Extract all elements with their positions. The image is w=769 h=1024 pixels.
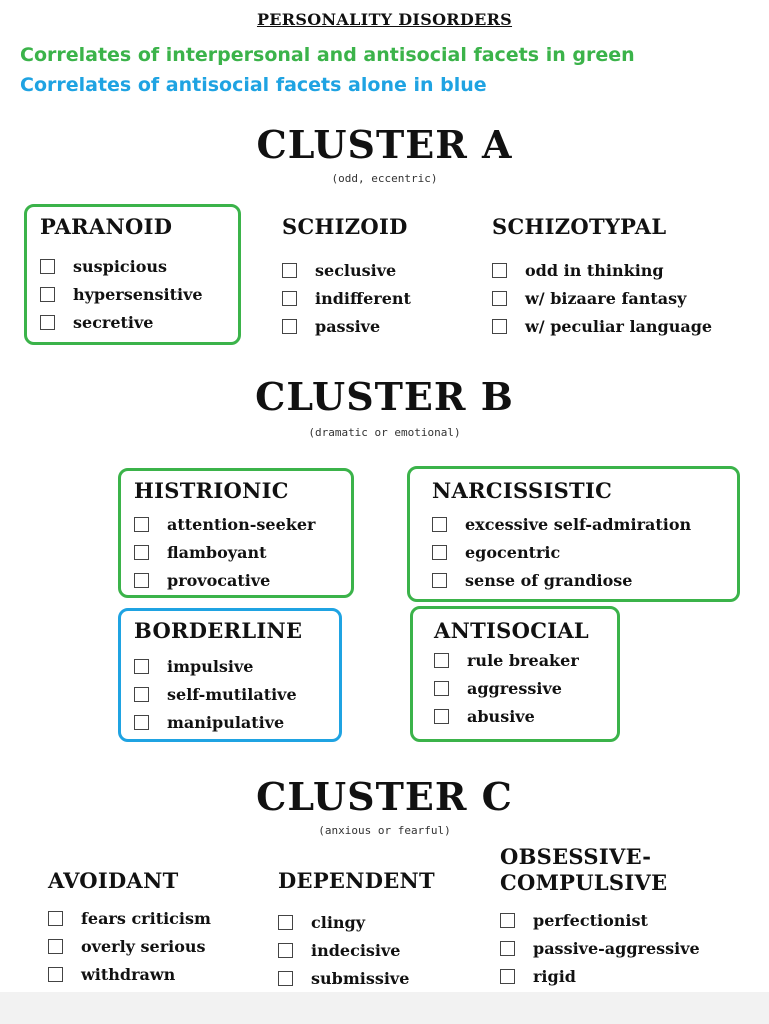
cluster-b-subtitle: (dramatic or emotional) [308, 426, 461, 439]
checkbox[interactable] [282, 263, 297, 278]
group-title: SCHIZOID [282, 214, 408, 239]
checkbox[interactable] [434, 709, 449, 724]
list-item: w/ peculiar language [492, 312, 712, 340]
list-item: clingy [278, 908, 435, 936]
group-histrionic [134, 478, 315, 594]
list-item: hypersensitive [40, 280, 203, 308]
checkbox[interactable] [500, 941, 515, 956]
cluster-c-subtitle: (anxious or fearful) [318, 824, 451, 837]
list-item: manipulative [134, 708, 302, 736]
group-antisocial [434, 618, 589, 730]
group-title-line2: COMPULSIVE [500, 870, 668, 895]
checkbox[interactable] [432, 545, 447, 560]
checkbox[interactable] [48, 939, 63, 954]
checkbox[interactable] [48, 911, 63, 926]
checkbox[interactable] [134, 659, 149, 674]
list-item: passive-aggressive [500, 934, 700, 962]
list-item: excessive self-admiration [432, 510, 691, 538]
cluster-a-title: CLUSTER A [256, 122, 513, 167]
checkbox[interactable] [492, 319, 507, 334]
checkbox[interactable] [278, 915, 293, 930]
checkbox[interactable] [278, 971, 293, 986]
group-narcissistic [432, 478, 691, 594]
checkbox[interactable] [40, 315, 55, 330]
list-item: sense of grandiose [432, 566, 691, 594]
checkbox[interactable] [134, 687, 149, 702]
group-title: AVOIDANT [48, 868, 179, 893]
list-item: fears criticism [48, 904, 211, 932]
list-item: self-mutilative [134, 680, 302, 708]
checkbox[interactable] [500, 969, 515, 984]
list-item: abusive [434, 702, 589, 730]
list-item: odd in thinking [492, 256, 712, 284]
list-item: impulsive [134, 652, 302, 680]
list-item: indifferent [282, 284, 411, 312]
document-title: PERSONALITY DISORDERS [256, 10, 513, 29]
checkbox[interactable] [40, 259, 55, 274]
checkbox[interactable] [282, 319, 297, 334]
legend-green: Correlates of interpersonal and antisocial facets in green [20, 44, 635, 66]
group-schizotypal [492, 214, 712, 340]
list-item: flamboyant [134, 538, 315, 566]
cluster-c-title: CLUSTER C [256, 774, 513, 819]
group-obsessive-compulsive [500, 844, 700, 990]
list-item: egocentric [432, 538, 691, 566]
checkbox[interactable] [434, 681, 449, 696]
group-title: HISTRIONIC [134, 478, 289, 503]
group-avoidant [48, 868, 211, 988]
list-item: submissive [278, 964, 435, 992]
checkbox[interactable] [500, 913, 515, 928]
checkbox[interactable] [432, 573, 447, 588]
group-title: BORDERLINE [134, 618, 303, 643]
group-title: DEPENDENT [278, 868, 435, 893]
group-schizoid [282, 214, 411, 340]
checkbox[interactable] [492, 263, 507, 278]
list-item: secretive [40, 308, 203, 336]
legend-blue: Correlates of antisocial facets alone in blue [20, 74, 487, 96]
checkbox[interactable] [434, 653, 449, 668]
group-title: PARANOID [40, 214, 173, 239]
list-item: seclusive [282, 256, 411, 284]
group-borderline [134, 618, 302, 736]
list-item: overly serious [48, 932, 211, 960]
list-item: aggressive [434, 674, 589, 702]
checkbox[interactable] [278, 943, 293, 958]
group-title: SCHIZOTYPAL [492, 214, 667, 239]
checkbox[interactable] [134, 517, 149, 532]
group-title: NARCISSISTIC [432, 478, 613, 503]
list-item: withdrawn [48, 960, 211, 988]
checkbox[interactable] [40, 287, 55, 302]
list-item: perfectionist [500, 906, 700, 934]
list-item: indecisive [278, 936, 435, 964]
list-item: suspicious [40, 252, 203, 280]
group-title: OBSESSIVE- [500, 844, 652, 869]
checkbox[interactable] [134, 715, 149, 730]
list-item: provocative [134, 566, 315, 594]
group-dependent [278, 868, 435, 992]
checkbox[interactable] [134, 545, 149, 560]
cluster-b-title: CLUSTER B [255, 374, 514, 419]
checkbox[interactable] [282, 291, 297, 306]
group-title: ANTISOCIAL [434, 618, 589, 643]
list-item: rule breaker [434, 646, 589, 674]
list-item: w/ bizaare fantasy [492, 284, 712, 312]
checkbox[interactable] [48, 967, 63, 982]
list-item: attention-seeker [134, 510, 315, 538]
checkbox[interactable] [134, 573, 149, 588]
group-paranoid [40, 214, 203, 336]
checkbox[interactable] [432, 517, 447, 532]
list-item: rigid [500, 962, 700, 990]
list-item: passive [282, 312, 411, 340]
checkbox[interactable] [492, 291, 507, 306]
bottom-shade [0, 992, 769, 1024]
cluster-a-subtitle: (odd, eccentric) [331, 172, 438, 185]
